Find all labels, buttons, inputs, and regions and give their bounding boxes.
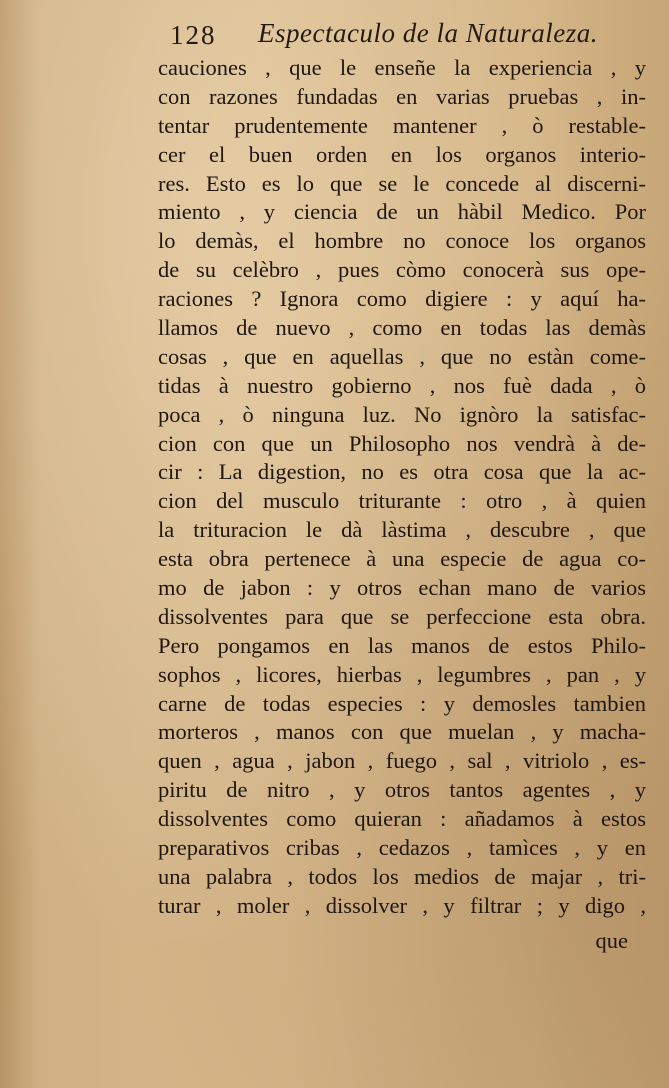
text-line: piritu de nitro , y otros tantos agentes , y <box>158 777 646 803</box>
text-line: cosas , que en aquellas , que no estàn come- <box>158 343 646 369</box>
text-line: quen , agua , jabon , fuego , sal , vitriolo , es- <box>158 748 646 774</box>
text-line: preparativos cribas , cedazos , tamìces , y en <box>158 835 646 861</box>
text-line: cauciones , que le enseñe la experiencia , y <box>158 55 646 80</box>
text-line: dissolventes para que se perfeccione esta obra. <box>158 603 646 629</box>
text-line: cer el buen orden en los organos interio- <box>158 141 646 167</box>
text-line: una palabra , todos los medios de majar , tri- <box>158 863 646 889</box>
text-line: lo demàs, el hombre no conoce los organos <box>158 228 646 254</box>
text-line: con razones fundadas en varias pruebas , in- <box>158 83 646 109</box>
text-line: llamos de nuevo , como en todas las demàs <box>158 315 646 341</box>
text-line: mo de jabon : y otros echan mano de varios <box>158 575 646 601</box>
text-line: miento , y ciencia de un hàbil Medico. Por <box>158 199 646 225</box>
text-line: la trituracion le dà làstima , descubre , que <box>158 517 646 543</box>
text-line: turar , moler , dissolver , y filtrar ; y digo , <box>158 892 646 918</box>
running-title: Espectaculo de la Naturaleza. <box>258 18 598 48</box>
text-line: carne de todas especies : y demosles tambien <box>158 690 646 716</box>
text-line: tentar prudentemente mantener , ò restable- <box>158 112 646 138</box>
text-line: cir : La digestion, no es otra cosa que la ac- <box>158 459 646 485</box>
text-line: Pero pongamos en las manos de estos Philo- <box>158 632 646 658</box>
text-line: res. Esto es lo que se le concede al discerni- <box>158 170 646 196</box>
text-line: tidas à nuestro gobierno , nos fuè dada , ò <box>158 372 646 398</box>
text-line: poca , ò ninguna luz. No ignòro la satisfac- <box>158 401 646 427</box>
body-text <box>158 54 646 921</box>
text-line: morteros , manos con que muelan , y macha- <box>158 719 646 745</box>
text-line: sophos , licores, hierbas , legumbres , pan , y <box>158 661 646 687</box>
catchword-row <box>158 928 628 958</box>
text-line: cion con que un Philosopho nos vendrà à de- <box>158 430 646 456</box>
page-header <box>170 18 640 54</box>
text-line: cion del musculo triturante : otro , à quien <box>158 488 646 514</box>
page-number: 128 <box>170 20 217 50</box>
text-line: esta obra pertenece à una especie de agua co- <box>158 546 646 572</box>
text-line: raciones ? Ignora como digiere : y aquí ha- <box>158 286 646 312</box>
text-line: de su celèbro , pues còmo conocerà sus ope- <box>158 257 646 283</box>
text-line: dissolventes como quieran : añadamos à estos <box>158 806 646 832</box>
catchword: que <box>595 928 628 953</box>
